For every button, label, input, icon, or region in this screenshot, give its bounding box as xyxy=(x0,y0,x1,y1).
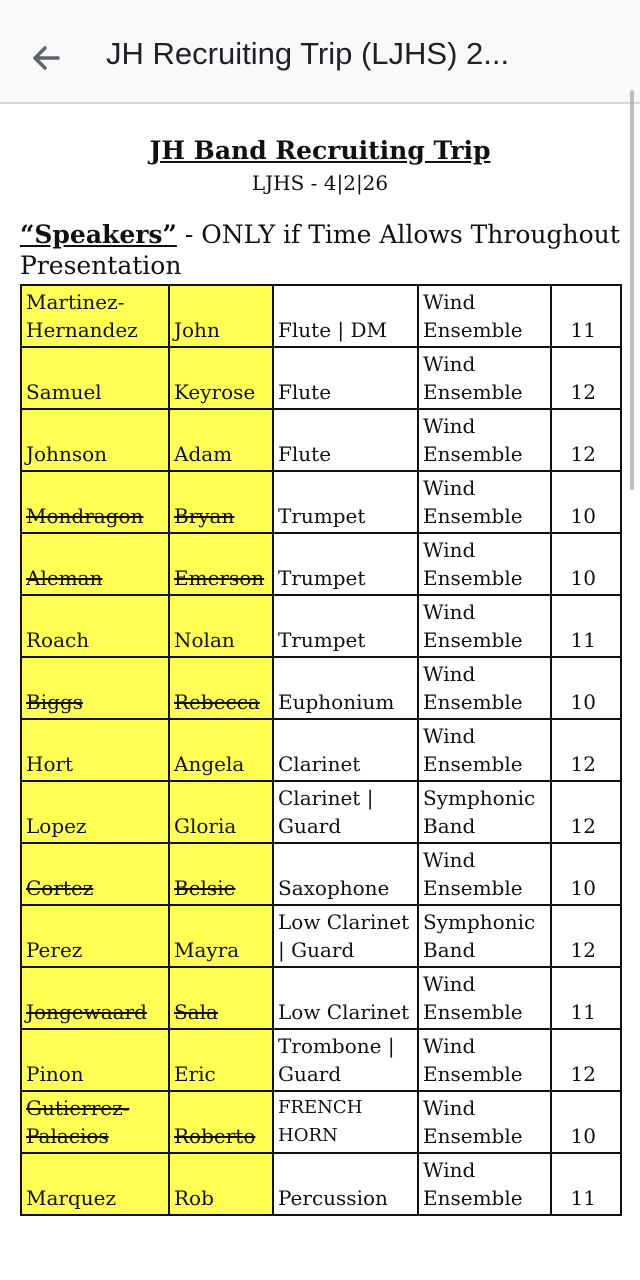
ensemble-cell: Wind Ensemble xyxy=(418,1091,551,1153)
grade-cell: 12 xyxy=(551,719,621,781)
first-name-cell: Roberto xyxy=(169,1091,273,1153)
first-name-cell: Belsie xyxy=(169,843,273,905)
ensemble-cell: Wind Ensemble xyxy=(418,595,551,657)
table-row xyxy=(21,905,621,967)
first-name-cell: Rob xyxy=(169,1153,273,1215)
speakers-label: “Speakers” xyxy=(20,220,177,249)
ensemble-cell: Wind Ensemble xyxy=(418,843,551,905)
instrument-cell: Clarinet | Guard xyxy=(273,781,418,843)
app-bar xyxy=(0,0,640,104)
last-name-cell: Biggs xyxy=(21,657,169,719)
speakers-table xyxy=(20,284,622,1216)
last-name-cell: Samuel xyxy=(21,347,169,409)
table-row xyxy=(21,1091,621,1153)
table-row xyxy=(21,781,621,843)
first-name-cell: Bryan xyxy=(169,471,273,533)
ensemble-cell: Wind Ensemble xyxy=(418,285,551,347)
table-row xyxy=(21,347,621,409)
table-row xyxy=(21,843,621,905)
document-title: JH Recruiting Trip (LJHS) 2... xyxy=(106,36,510,71)
instrument-cell: Flute xyxy=(273,409,418,471)
instrument-cell: Percussion xyxy=(273,1153,418,1215)
grade-cell: 12 xyxy=(551,347,621,409)
instrument-cell: FRENCH HORN xyxy=(273,1091,418,1153)
ensemble-cell: Symphonic Band xyxy=(418,781,551,843)
last-name-cell: Johnson xyxy=(21,409,169,471)
first-name-cell: John xyxy=(169,285,273,347)
back-arrow-icon[interactable] xyxy=(28,38,64,78)
last-name-cell: Roach xyxy=(21,595,169,657)
last-name-cell: Aleman xyxy=(21,533,169,595)
instrument-cell: Saxophone xyxy=(273,843,418,905)
first-name-cell: Adam xyxy=(169,409,273,471)
grade-cell: 10 xyxy=(551,1091,621,1153)
instrument-cell: Low Clarinet | Guard xyxy=(273,905,418,967)
instrument-cell: Low Clarinet xyxy=(273,967,418,1029)
grade-cell: 11 xyxy=(551,285,621,347)
grade-cell: 10 xyxy=(551,471,621,533)
table-row xyxy=(21,719,621,781)
last-name-cell: Marquez xyxy=(21,1153,169,1215)
table-row xyxy=(21,1029,621,1091)
last-name-cell: Lopez xyxy=(21,781,169,843)
ensemble-cell: Wind Ensemble xyxy=(418,1029,551,1091)
speakers-heading xyxy=(20,219,620,281)
instrument-cell: Trumpet xyxy=(273,595,418,657)
last-name-cell: Martinez-Hernandez xyxy=(21,285,169,347)
first-name-cell: Emerson xyxy=(169,533,273,595)
last-name-cell: Jongewaard xyxy=(21,967,169,1029)
table-row xyxy=(21,471,621,533)
instrument-cell: Euphonium xyxy=(273,657,418,719)
ensemble-cell: Wind Ensemble xyxy=(418,409,551,471)
last-name-cell: Mondragon xyxy=(21,471,169,533)
table-row xyxy=(21,967,621,1029)
grade-cell: 10 xyxy=(551,843,621,905)
grade-cell: 12 xyxy=(551,1029,621,1091)
first-name-cell: Keyrose xyxy=(169,347,273,409)
grade-cell: 12 xyxy=(551,781,621,843)
first-name-cell: Mayra xyxy=(169,905,273,967)
ensemble-cell: Symphonic Band xyxy=(418,905,551,967)
ensemble-cell: Wind Ensemble xyxy=(418,347,551,409)
instrument-cell: Trumpet xyxy=(273,471,418,533)
table-row xyxy=(21,285,621,347)
page-title: JH Band Recruiting Trip xyxy=(149,136,491,165)
ensemble-cell: Wind Ensemble xyxy=(418,719,551,781)
instrument-cell: Flute xyxy=(273,347,418,409)
table-row xyxy=(21,595,621,657)
instrument-cell: Trombone | Guard xyxy=(273,1029,418,1091)
last-name-cell: Perez xyxy=(21,905,169,967)
instrument-cell: Clarinet xyxy=(273,719,418,781)
last-name-cell: Hort xyxy=(21,719,169,781)
last-name-cell: Cortez xyxy=(21,843,169,905)
first-name-cell: Gloria xyxy=(169,781,273,843)
grade-cell: 10 xyxy=(551,657,621,719)
grade-cell: 12 xyxy=(551,905,621,967)
last-name-cell: Gutierrez-Palacios xyxy=(21,1091,169,1153)
grade-cell: 11 xyxy=(551,595,621,657)
ensemble-cell: Wind Ensemble xyxy=(418,1153,551,1215)
grade-cell: 11 xyxy=(551,1153,621,1215)
first-name-cell: Rebecca xyxy=(169,657,273,719)
table-row xyxy=(21,657,621,719)
page-subtitle: LJHS - 4|2|26 xyxy=(251,171,389,195)
table-row xyxy=(21,1153,621,1215)
first-name-cell: Nolan xyxy=(169,595,273,657)
ensemble-cell: Wind Ensemble xyxy=(418,967,551,1029)
table-row xyxy=(21,533,621,595)
grade-cell: 12 xyxy=(551,409,621,471)
speakers-note: - ONLY if Time Allows Throughout Presentation xyxy=(20,220,620,280)
instrument-cell: Flute | DM xyxy=(273,285,418,347)
first-name-cell: Angela xyxy=(169,719,273,781)
ensemble-cell: Wind Ensemble xyxy=(418,471,551,533)
grade-cell: 10 xyxy=(551,533,621,595)
ensemble-cell: Wind Ensemble xyxy=(418,533,551,595)
grade-cell: 11 xyxy=(551,967,621,1029)
instrument-cell: Trumpet xyxy=(273,533,418,595)
table-row xyxy=(21,409,621,471)
ensemble-cell: Wind Ensemble xyxy=(418,657,551,719)
first-name-cell: Eric xyxy=(169,1029,273,1091)
first-name-cell: Sala xyxy=(169,967,273,1029)
last-name-cell: Pinon xyxy=(21,1029,169,1091)
